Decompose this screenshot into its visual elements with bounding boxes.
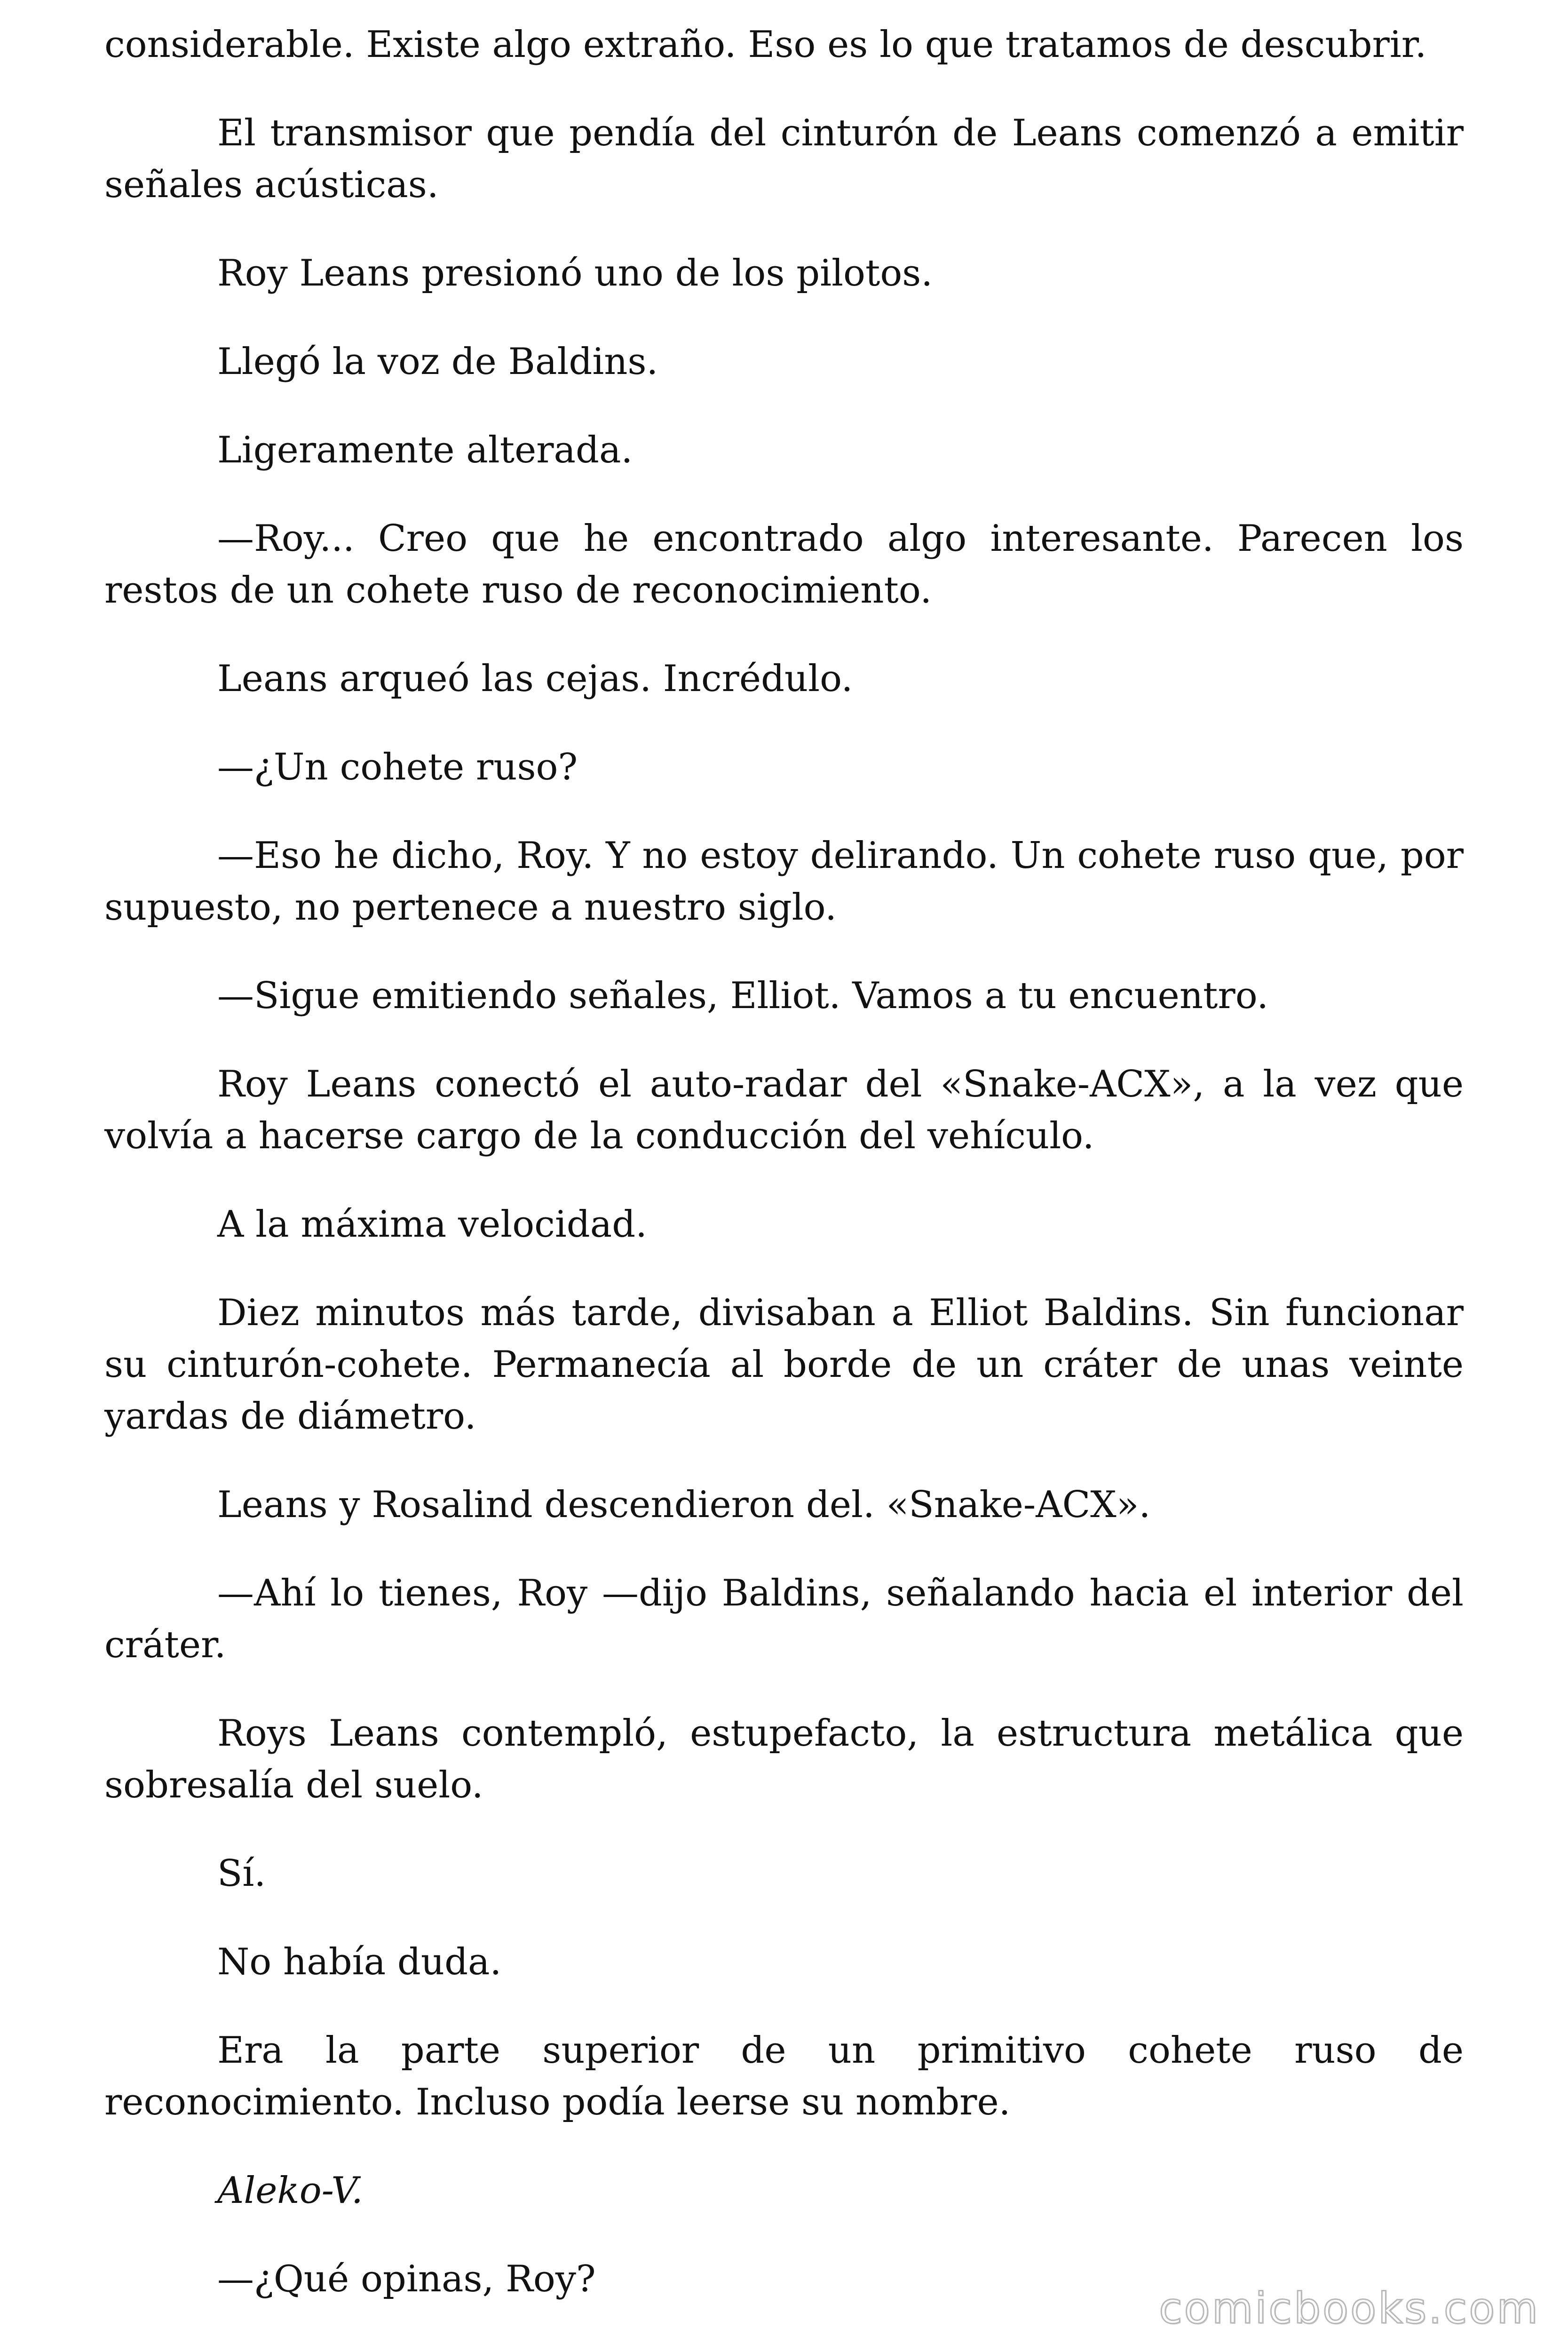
paragraph: Roy Leans conectó el auto-radar del «Snake-ACX», a la vez que volvía a hacerse cargo de la conducción del vehículo. — [104, 1063, 1464, 1157]
paragraph: Diez minutos más tarde, divisaban a Elliot Baldins. Sin funcionar su cinturón-cohete. Permanecía al borde de un cráter de unas veinte yardas de diámetro. — [104, 1292, 1464, 1438]
paragraph: Ligeramente alterada. — [217, 429, 633, 471]
paragraph: —¿Un cohete ruso? — [217, 746, 578, 788]
paragraph: Leans y Rosalind descendieron del. «Snake-ACX». — [217, 1484, 1151, 1526]
paragraph: A la máxima velocidad. — [217, 1203, 647, 1246]
paragraph: El transmisor que pendía del cinturón de Leans comenzó a emitir señales acústicas. — [104, 112, 1464, 206]
watermark-logo: comicbooks.com — [1159, 2284, 1540, 2333]
paragraph: —Sigue emitiendo señales, Elliot. Vamos a tu encuentro. — [217, 975, 1269, 1017]
paragraph: —Ahí lo tienes, Roy —dijo Baldins, señalando hacia el interior del cráter. — [104, 1572, 1464, 1666]
paragraph: —Roy... Creo que he encontrado algo interesante. Parecen los restos de un cohete ruso de reconocimiento. — [104, 517, 1464, 612]
paragraph: Era la parte superior de un primitivo cohete ruso de reconocimiento. Incluso podía leerse su nombre. — [104, 2029, 1464, 2123]
paragraph: No había duda. — [217, 1941, 502, 1983]
paragraph: considerable. Existe algo extraño. Eso es lo que tratamos de descubrir. — [104, 24, 1427, 66]
paragraph: —Eso he dicho, Roy. Y no estoy delirando. Un cohete ruso que, por supuesto, no pertenece a nuestro siglo. — [104, 834, 1464, 929]
paragraph: Llegó la voz de Baldins. — [217, 341, 658, 383]
paragraph: Leans arqueó las cejas. Incrédulo. — [217, 658, 853, 700]
paragraph: Roy Leans presionó uno de los pilotos. — [217, 252, 933, 294]
paragraph: Roys Leans contempló, estupefacto, la estructura metálica que sobresalía del suelo. — [104, 1712, 1464, 1806]
paragraph: —¿Qué opinas, Roy? — [217, 2258, 596, 2300]
paragraph: Sí. — [217, 1852, 266, 1895]
paragraph-italic-name: Aleko-V. — [217, 2169, 363, 2212]
book-page — [104, 19, 1464, 2342]
